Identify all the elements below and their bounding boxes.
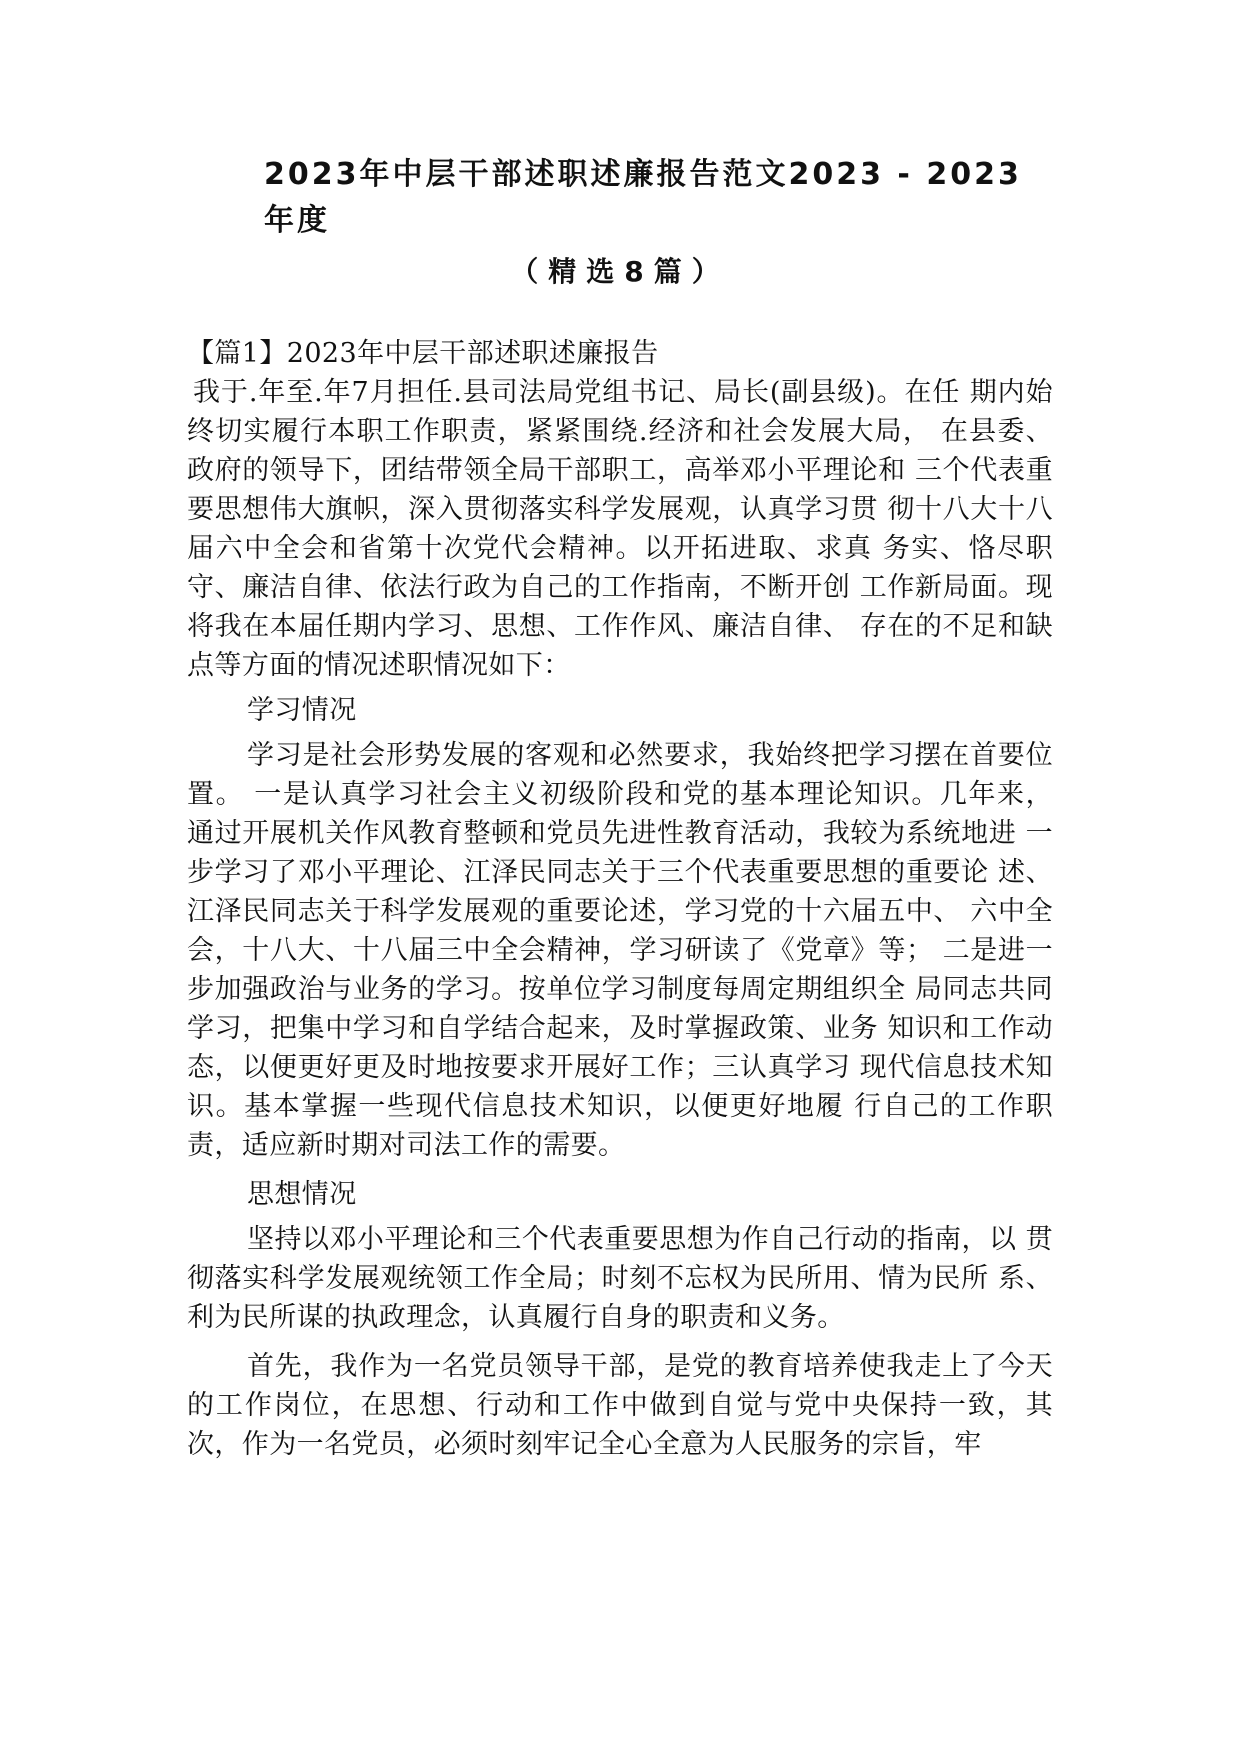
- subheading-thought: 思想情况: [247, 1179, 357, 1210]
- paragraph-study: 学习是社会形势发展的客观和必然要求，我始终把学习摆在首要位置。 一是认真学习社会主义初级阶段和党的基本理论知识。几年来， 通过开展机关作风教育整顿和党员先进性教育活动，我较为系统地进 一步学习了邓小平理论、江泽民同志关于三个代表重要思想的重要论 述、江泽民同志关于科学发展观的重要论述，学习党的十六届五中、 六中全会，十八大、十八届三中全会精神，学习研读了《党章》等； 二是进一步加强政治与业务的学习。按单位学习制度每周定期组织全 局同志共同学习，把集中学习和自学结合起来，及时掌握政策、业务 知识和工作动态，以便更好更及时地按要求开展好工作；三认真学习 现代信息技术知识。基本掌握一些现代信息技术知识，以便更好地履 行自己的工作职责，适应新时期对司法工作的需要。: [187, 740, 1053, 1161]
- paragraph-thought: 坚持以邓小平理论和三个代表重要思想为作自己行动的指南，以 贯彻落实科学发展观统领工作全局；时刻不忘权为民所用、情为民所 系、利为民所谋的执政理念，认真履行自身的职责和义务。: [187, 1224, 1053, 1333]
- subheading-study: 学习情况: [247, 695, 357, 726]
- paragraph-first: 首先，我作为一名党员领导干部，是党的教育培养使我走上了今天的工作岗位，在思想、行动和工作中做到自觉与党中央保持一致，其次，作为一名党员，必须时刻牢记全心全意为人民服务的宗旨，牢: [187, 1351, 1053, 1460]
- document-body: [187, 334, 1053, 1464]
- section-heading: 【篇1】2023年中层干部述职述廉报告: [187, 338, 659, 369]
- paragraph-intro: 我于.年至.年7月担任.县司法局党组书记、局长(副县级)。在任 期内始终切实履行本职工作职责，紧紧围绕.经济和社会发展大局， 在县委、政府的领导下，团结带领全局干部职工，高举邓小平理论和 三个代表重要思想伟大旗帜，深入贯彻落实科学发展观，认真学习贯 彻十八大十八届六中全会和省第十次党代会精神。以开拓进取、求真 务实、恪尽职守、廉洁自律、依法行政为自己的工作指南，不断开创 工作新局面。现将我在本届任期内学习、思想、工作作风、廉洁自律、 存在的不足和缺点等方面的情况述职情况如下：: [187, 377, 1053, 681]
- document-title: 2023年中层干部述职述廉报告范文2023 - 2023年度: [264, 157, 1022, 238]
- document-subtitle: （精选8篇）: [510, 255, 730, 288]
